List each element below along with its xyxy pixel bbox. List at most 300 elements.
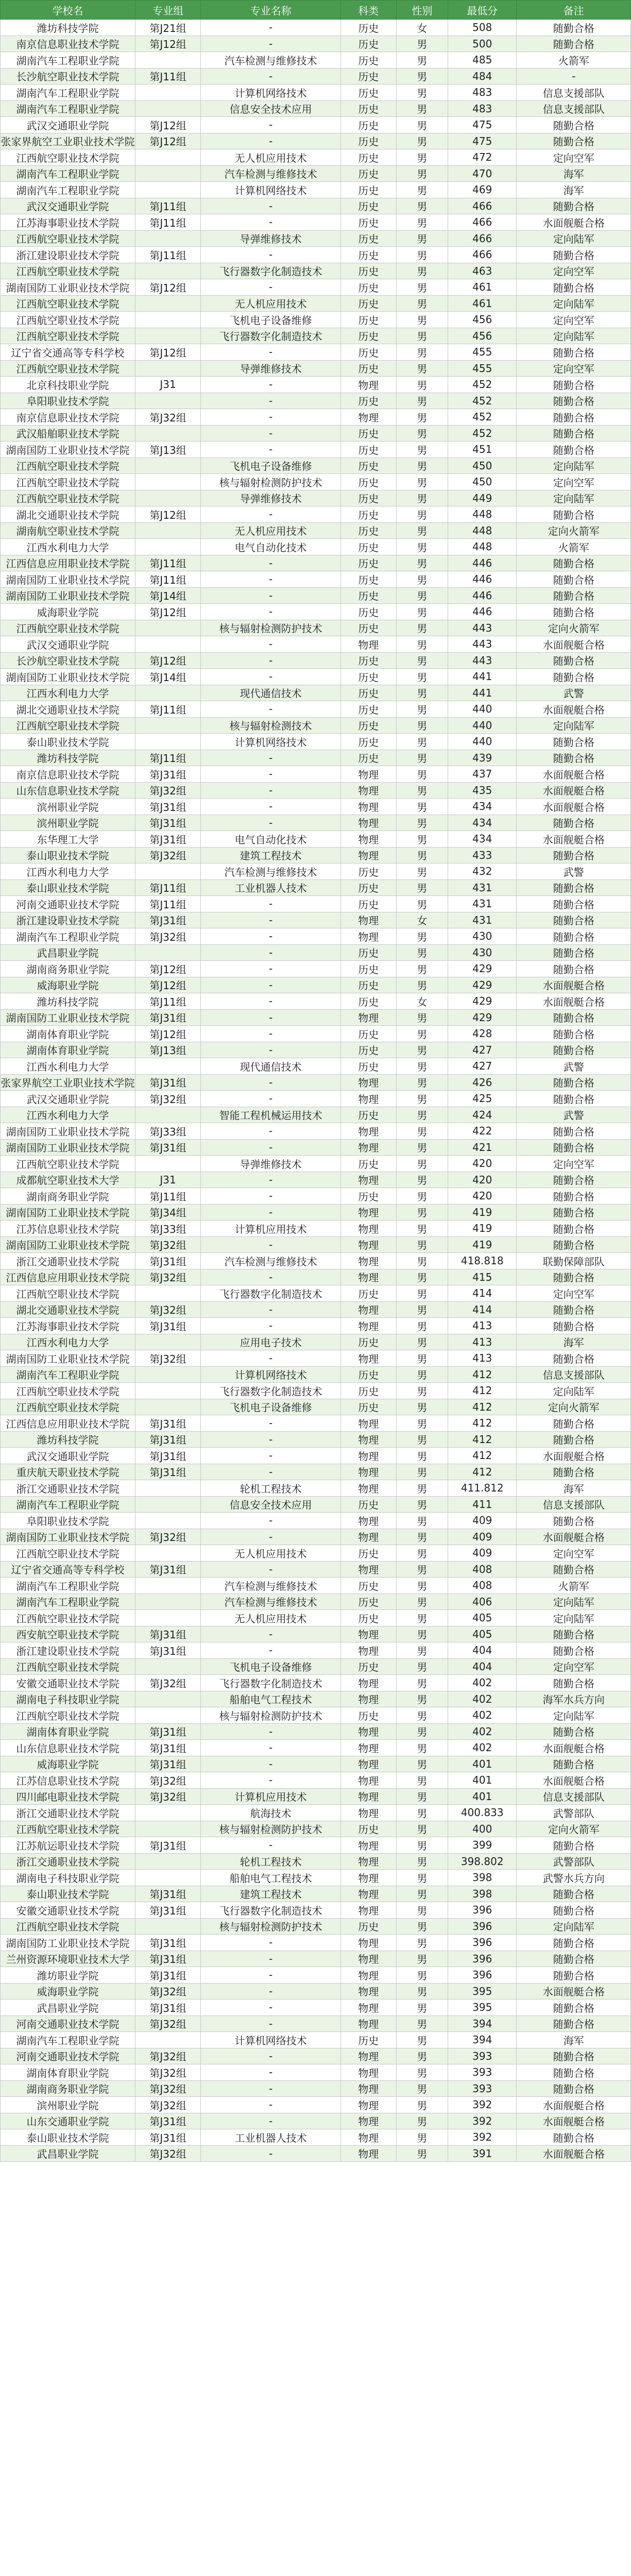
cell-school: 武汉交通职业学院 — [1, 1091, 135, 1107]
cell-category: 物理 — [340, 2048, 396, 2064]
cell-min-score: 475 — [448, 133, 517, 149]
cell-min-score: 396 — [448, 1967, 517, 1984]
cell-major: - — [201, 1042, 341, 1058]
cell-group: 第J31组 — [135, 1561, 200, 1578]
cell-category: 历史 — [340, 279, 396, 296]
table-row — [1, 1253, 631, 1269]
cell-min-score: 412 — [448, 1431, 517, 1448]
cell-note: 随勤合格 — [517, 1188, 631, 1205]
cell-major: 轮机工程技术 — [201, 1853, 341, 1870]
cell-category: 物理 — [340, 1740, 396, 1756]
cell-category: 历史 — [340, 198, 396, 214]
cell-gender: 男 — [396, 377, 448, 393]
cell-min-score: 396 — [448, 1935, 517, 1951]
cell-group: 第J11组 — [135, 247, 200, 263]
cell-group — [135, 295, 200, 312]
cell-min-score: 409 — [448, 1513, 517, 1529]
cell-school: 潍坊科技学院 — [1, 20, 135, 36]
table-row — [1, 1529, 631, 1545]
cell-major: - — [201, 344, 341, 361]
cell-major: - — [201, 604, 341, 620]
cell-major: - — [201, 1951, 341, 1967]
cell-category: 历史 — [340, 344, 396, 361]
table-row — [1, 230, 631, 247]
cell-note: 定向陆军 — [517, 717, 631, 734]
cell-min-score: 475 — [448, 117, 517, 133]
cell-note: 随勤合格 — [517, 1236, 631, 1253]
cell-gender: 男 — [396, 279, 448, 296]
cell-gender: 男 — [396, 1350, 448, 1367]
cell-gender: 男 — [396, 831, 448, 848]
cell-gender: 男 — [396, 1610, 448, 1626]
cell-major: - — [201, 1464, 341, 1480]
cell-min-score: 405 — [448, 1626, 517, 1642]
cell-note: 随勤合格 — [517, 1221, 631, 1237]
cell-major: - — [201, 1967, 341, 1984]
cell-school: 湖南汽车工程职业学院 — [1, 1578, 135, 1594]
cell-category: 物理 — [340, 1009, 396, 1026]
table-row — [1, 1318, 631, 1334]
table-row — [1, 1091, 631, 1107]
cell-major: - — [201, 36, 341, 52]
cell-major: - — [201, 2113, 341, 2129]
cell-min-score: 452 — [448, 409, 517, 426]
cell-min-score: 463 — [448, 263, 517, 279]
cell-major: - — [201, 1204, 341, 1221]
cell-school: 湖南体育职业学院 — [1, 1042, 135, 1058]
cell-group: J31 — [135, 377, 200, 393]
table-row — [1, 815, 631, 831]
cell-note: 水面舰艇合格 — [517, 1983, 631, 1999]
cell-gender: 男 — [396, 117, 448, 133]
cell-gender: 男 — [396, 1058, 448, 1075]
header-school: 学校名 — [1, 1, 135, 20]
cell-major: - — [201, 1999, 341, 2016]
cell-group: 第J32组 — [135, 2064, 200, 2081]
cell-category: 物理 — [340, 1788, 396, 1805]
header-row — [1, 1, 631, 20]
cell-note: 随勤合格 — [517, 944, 631, 961]
cell-group — [135, 1821, 200, 1837]
cell-group: 第J32组 — [135, 847, 200, 863]
cell-gender: 男 — [396, 1642, 448, 1659]
cell-note: 武警水兵方向 — [517, 1870, 631, 1886]
cell-major: - — [201, 1529, 341, 1545]
cell-note: 随勤合格 — [517, 1967, 631, 1984]
cell-min-score: 456 — [448, 328, 517, 344]
cell-note: 水面舰艇合格 — [517, 1740, 631, 1756]
cell-school: 江苏海事职业技术学院 — [1, 214, 135, 231]
cell-group — [135, 636, 200, 653]
cell-note: 定向陆军 — [517, 328, 631, 344]
cell-category: 历史 — [340, 1496, 396, 1513]
cell-note: 随勤合格 — [517, 815, 631, 831]
cell-school: 武昌职业学院 — [1, 944, 135, 961]
cell-category: 历史 — [340, 506, 396, 523]
cell-note: 随勤合格 — [517, 1886, 631, 1902]
cell-group: 第J12组 — [135, 604, 200, 620]
cell-school: 重庆航天职业技术学院 — [1, 1464, 135, 1480]
cell-category: 历史 — [340, 1821, 396, 1837]
cell-min-score: 440 — [448, 734, 517, 750]
cell-category: 历史 — [340, 750, 396, 766]
table-row — [1, 1236, 631, 1253]
cell-min-score: 452 — [448, 393, 517, 409]
cell-min-score: 400.833 — [448, 1805, 517, 1821]
cell-group — [135, 539, 200, 555]
table-row — [1, 555, 631, 571]
cell-gender: 男 — [396, 1431, 448, 1448]
cell-category: 物理 — [340, 1902, 396, 1919]
cell-category: 历史 — [340, 84, 396, 101]
cell-school: 湖南国防工业职业技术学院 — [1, 1529, 135, 1545]
cell-min-score: 405 — [448, 1610, 517, 1626]
cell-note: 随勤合格 — [517, 1318, 631, 1334]
cell-min-score: 395 — [448, 1999, 517, 2016]
cell-note: 定向火箭军 — [517, 1399, 631, 1415]
cell-major: 无人机应用技术 — [201, 1610, 341, 1626]
cell-min-score: 429 — [448, 993, 517, 1010]
cell-major: - — [201, 571, 341, 588]
cell-category: 物理 — [340, 1561, 396, 1578]
cell-category: 物理 — [340, 1935, 396, 1951]
cell-school: 湖北交通职业技术学院 — [1, 1301, 135, 1318]
table-row — [1, 766, 631, 783]
cell-gender: 男 — [396, 1707, 448, 1724]
cell-major: 飞行器数字化制造技术 — [201, 328, 341, 344]
cell-min-score: 404 — [448, 1642, 517, 1659]
cell-gender: 男 — [396, 1723, 448, 1740]
cell-gender: 男 — [396, 1221, 448, 1237]
table-row — [1, 68, 631, 84]
cell-group: 第J32组 — [135, 1788, 200, 1805]
cell-group: 第J32组 — [135, 409, 200, 426]
cell-group — [135, 1107, 200, 1123]
cell-major: 船舶电气工程技术 — [201, 1870, 341, 1886]
cell-group: 第J31组 — [135, 831, 200, 848]
cell-school: 山东信息职业技术学院 — [1, 1740, 135, 1756]
cell-min-score: 455 — [448, 344, 517, 361]
cell-group — [135, 1658, 200, 1675]
cell-major: 导弹维修技术 — [201, 360, 341, 377]
cell-major: 计算机网络技术 — [201, 734, 341, 750]
table-row — [1, 571, 631, 588]
cell-major: 建筑工程技术 — [201, 847, 341, 863]
table-row — [1, 1399, 631, 1415]
cell-min-score: 469 — [448, 182, 517, 198]
cell-note: 水面舰艇合格 — [517, 977, 631, 993]
cell-min-score: 433 — [448, 847, 517, 863]
table-row — [1, 2129, 631, 2146]
table-row — [1, 1788, 631, 1805]
cell-major: 计算机网络技术 — [201, 1366, 341, 1383]
cell-min-score: 402 — [448, 1675, 517, 1691]
cell-school: 成都航空职业技术大学 — [1, 1172, 135, 1188]
table-row — [1, 944, 631, 961]
cell-category: 物理 — [340, 1951, 396, 1967]
cell-school: 阜阳职业技术学院 — [1, 1513, 135, 1529]
cell-group: 第J31组 — [135, 799, 200, 815]
cell-gender: 男 — [396, 2129, 448, 2146]
cell-gender: 男 — [396, 1837, 448, 1854]
cell-school: 浙江交通职业技术学院 — [1, 1480, 135, 1497]
cell-major: - — [201, 799, 341, 815]
cell-min-score: 429 — [448, 1009, 517, 1026]
table-row — [1, 522, 631, 539]
cell-major: 导弹维修技术 — [201, 230, 341, 247]
cell-min-score: 401 — [448, 1788, 517, 1805]
cell-note: 武警 — [517, 863, 631, 880]
cell-category: 历史 — [340, 490, 396, 506]
cell-major: - — [201, 425, 341, 442]
cell-note: 随勤合格 — [517, 1350, 631, 1367]
cell-school: 北京科技职业学院 — [1, 377, 135, 393]
cell-group — [135, 1918, 200, 1935]
cell-gender: 男 — [396, 1009, 448, 1026]
cell-category: 历史 — [340, 263, 396, 279]
cell-group — [135, 149, 200, 166]
cell-category: 历史 — [340, 717, 396, 734]
cell-category: 物理 — [340, 815, 396, 831]
cell-min-score: 430 — [448, 944, 517, 961]
cell-category: 物理 — [340, 1253, 396, 1269]
cell-min-score: 446 — [448, 604, 517, 620]
cell-school: 江西航空职业技术学院 — [1, 1399, 135, 1415]
cell-category: 物理 — [340, 1691, 396, 1707]
cell-min-score: 443 — [448, 636, 517, 653]
cell-school: 江西航空职业技术学院 — [1, 620, 135, 636]
cell-min-score: 391 — [448, 2145, 517, 2162]
cell-note: 随勤合格 — [517, 1431, 631, 1448]
cell-group: 第J11组 — [135, 993, 200, 1010]
cell-gender: 男 — [396, 1870, 448, 1886]
cell-note: 随勤合格 — [517, 2129, 631, 2146]
cell-min-score: 461 — [448, 295, 517, 312]
cell-gender: 男 — [396, 2015, 448, 2032]
cell-category: 物理 — [340, 1999, 396, 2016]
cell-min-score: 393 — [448, 2064, 517, 2081]
table-row — [1, 604, 631, 620]
cell-note: 火箭军 — [517, 52, 631, 69]
cell-major: - — [201, 1642, 341, 1659]
cell-min-score: 472 — [448, 149, 517, 166]
table-row — [1, 1156, 631, 1172]
cell-group — [135, 182, 200, 198]
cell-gender: 男 — [396, 295, 448, 312]
table-row — [1, 1642, 631, 1659]
cell-school: 湖南体育职业学院 — [1, 2064, 135, 2081]
cell-school: 东华理工大学 — [1, 831, 135, 848]
cell-category: 历史 — [340, 669, 396, 685]
cell-note: 水面舰艇合格 — [517, 701, 631, 718]
cell-note: 随勤合格 — [517, 1301, 631, 1318]
table-row — [1, 977, 631, 993]
cell-gender: 男 — [396, 1578, 448, 1594]
cell-group: 第J11组 — [135, 1188, 200, 1205]
header-major: 专业名称 — [201, 1, 341, 20]
cell-category: 物理 — [340, 1236, 396, 1253]
cell-group — [135, 393, 200, 409]
cell-gender: 男 — [396, 522, 448, 539]
cell-min-score: 452 — [448, 377, 517, 393]
cell-major: 飞行器数字化制造技术 — [201, 1675, 341, 1691]
table-row — [1, 442, 631, 458]
cell-note: 随勤合格 — [517, 425, 631, 442]
cell-group: 第J11组 — [135, 198, 200, 214]
cell-major: 飞行器数字化制造技术 — [201, 1902, 341, 1919]
cell-category: 历史 — [340, 1107, 396, 1123]
cell-group: 第J32组 — [135, 2097, 200, 2113]
cell-category: 物理 — [340, 766, 396, 783]
cell-group: 第J31组 — [135, 1902, 200, 1919]
cell-category: 物理 — [340, 1448, 396, 1464]
cell-group: 第J12组 — [135, 133, 200, 149]
cell-group: 第J11组 — [135, 750, 200, 766]
cell-min-score: 430 — [448, 928, 517, 945]
cell-major: 计算机网络技术 — [201, 2032, 341, 2048]
cell-gender: 男 — [396, 896, 448, 912]
cell-group — [135, 2032, 200, 2048]
header-note: 备注 — [517, 1, 631, 20]
cell-min-score: 451 — [448, 442, 517, 458]
cell-school: 长沙航空职业技术学院 — [1, 652, 135, 669]
cell-major: - — [201, 1448, 341, 1464]
cell-group — [135, 312, 200, 328]
cell-group — [135, 425, 200, 442]
cell-note: 定向空军 — [517, 263, 631, 279]
cell-note: 水面舰艇合格 — [517, 636, 631, 653]
cell-min-score: 422 — [448, 1123, 517, 1140]
cell-note: 随勤合格 — [517, 669, 631, 685]
table-row — [1, 1285, 631, 1302]
cell-major: - — [201, 1431, 341, 1448]
cell-gender: 男 — [396, 961, 448, 977]
cell-category: 历史 — [340, 165, 396, 182]
cell-category: 历史 — [340, 701, 396, 718]
cell-group: 第J31组 — [135, 1253, 200, 1269]
cell-category: 物理 — [340, 782, 396, 799]
cell-gender: 男 — [396, 506, 448, 523]
cell-major: - — [201, 1009, 341, 1026]
cell-note: 水面舰艇合格 — [517, 2097, 631, 2113]
cell-school: 湖南航空职业技术学院 — [1, 522, 135, 539]
cell-gender: 男 — [396, 263, 448, 279]
cell-school: 长沙航空职业技术学院 — [1, 68, 135, 84]
cell-group: 第J12组 — [135, 506, 200, 523]
cell-note: 水面舰艇合格 — [517, 2113, 631, 2129]
cell-school: 江西航空职业技术学院 — [1, 717, 135, 734]
cell-school: 江西水利电力大学 — [1, 863, 135, 880]
cell-note: 海军 — [517, 165, 631, 182]
cell-gender: 男 — [396, 1383, 448, 1399]
cell-major: - — [201, 912, 341, 928]
table-row — [1, 409, 631, 426]
cell-min-score: 396 — [448, 1902, 517, 1919]
cell-category: 物理 — [340, 1172, 396, 1188]
cell-school: 湖南国防工业职业技术学院 — [1, 1139, 135, 1156]
table-row — [1, 669, 631, 685]
cell-category: 历史 — [340, 68, 396, 84]
cell-category: 物理 — [340, 409, 396, 426]
cell-school: 武昌职业学院 — [1, 1999, 135, 2016]
cell-gender: 男 — [396, 669, 448, 685]
cell-group — [135, 1496, 200, 1513]
cell-group: 第J33组 — [135, 1123, 200, 1140]
cell-school: 张家界航空工业职业技术学院 — [1, 133, 135, 149]
table-row — [1, 100, 631, 117]
cell-group: 第J31组 — [135, 2113, 200, 2129]
cell-school: 湖南汽车工程职业学院 — [1, 182, 135, 198]
cell-note: 随勤合格 — [517, 912, 631, 928]
cell-note: 定向火箭军 — [517, 522, 631, 539]
cell-major: - — [201, 928, 341, 945]
cell-major: - — [201, 2097, 341, 2113]
cell-note: 随勤合格 — [517, 20, 631, 36]
cell-min-score: 432 — [448, 863, 517, 880]
cell-school: 武汉交通职业学院 — [1, 636, 135, 653]
cell-note: 随勤合格 — [517, 1139, 631, 1156]
cell-category: 历史 — [340, 977, 396, 993]
table-row — [1, 133, 631, 149]
cell-category: 物理 — [340, 1513, 396, 1529]
cell-gender: 男 — [396, 1107, 448, 1123]
cell-category: 物理 — [340, 1886, 396, 1902]
cell-group: 第J31组 — [135, 1951, 200, 1967]
cell-note: 定向陆军 — [517, 1383, 631, 1399]
cell-school: 湖南电子科技职业学院 — [1, 1691, 135, 1707]
cell-major: 无人机应用技术 — [201, 149, 341, 166]
cell-min-score: 448 — [448, 539, 517, 555]
cell-category: 历史 — [340, 328, 396, 344]
cell-gender: 男 — [396, 1951, 448, 1967]
cell-gender: 男 — [396, 1448, 448, 1464]
cell-min-score: 431 — [448, 912, 517, 928]
cell-major: 无人机应用技术 — [201, 1545, 341, 1562]
cell-major: 计算机应用技术 — [201, 1788, 341, 1805]
cell-category: 历史 — [340, 117, 396, 133]
cell-min-score: 483 — [448, 100, 517, 117]
cell-gender: 男 — [396, 604, 448, 620]
cell-gender: 男 — [396, 1480, 448, 1497]
cell-note: 随勤合格 — [517, 2080, 631, 2097]
cell-school: 湖南汽车工程职业学院 — [1, 100, 135, 117]
table-row — [1, 1139, 631, 1156]
cell-school: 兰州资源环境职业技术大学 — [1, 1951, 135, 1967]
cell-category: 物理 — [340, 1480, 396, 1497]
cell-gender: 男 — [396, 393, 448, 409]
table-row — [1, 328, 631, 344]
cell-category: 历史 — [340, 474, 396, 490]
cell-category: 历史 — [340, 1026, 396, 1042]
table-row — [1, 1464, 631, 1480]
cell-category: 历史 — [340, 1578, 396, 1594]
cell-gender: 男 — [396, 1740, 448, 1756]
cell-school: 江西航空职业技术学院 — [1, 312, 135, 328]
cell-min-score: 412 — [448, 1399, 517, 1415]
table-row — [1, 84, 631, 101]
cell-school: 浙江交通职业技术学院 — [1, 1253, 135, 1269]
cell-gender: 男 — [396, 1756, 448, 1772]
cell-school: 河南交通职业技术学院 — [1, 2048, 135, 2064]
cell-school: 浙江建设职业技术学院 — [1, 247, 135, 263]
cell-group — [135, 360, 200, 377]
table-row — [1, 993, 631, 1010]
table-row — [1, 425, 631, 442]
cell-note: 水面舰艇合格 — [517, 782, 631, 799]
cell-group: 第J32组 — [135, 1091, 200, 1107]
cell-note: 定向空军 — [517, 474, 631, 490]
cell-min-score: 434 — [448, 799, 517, 815]
